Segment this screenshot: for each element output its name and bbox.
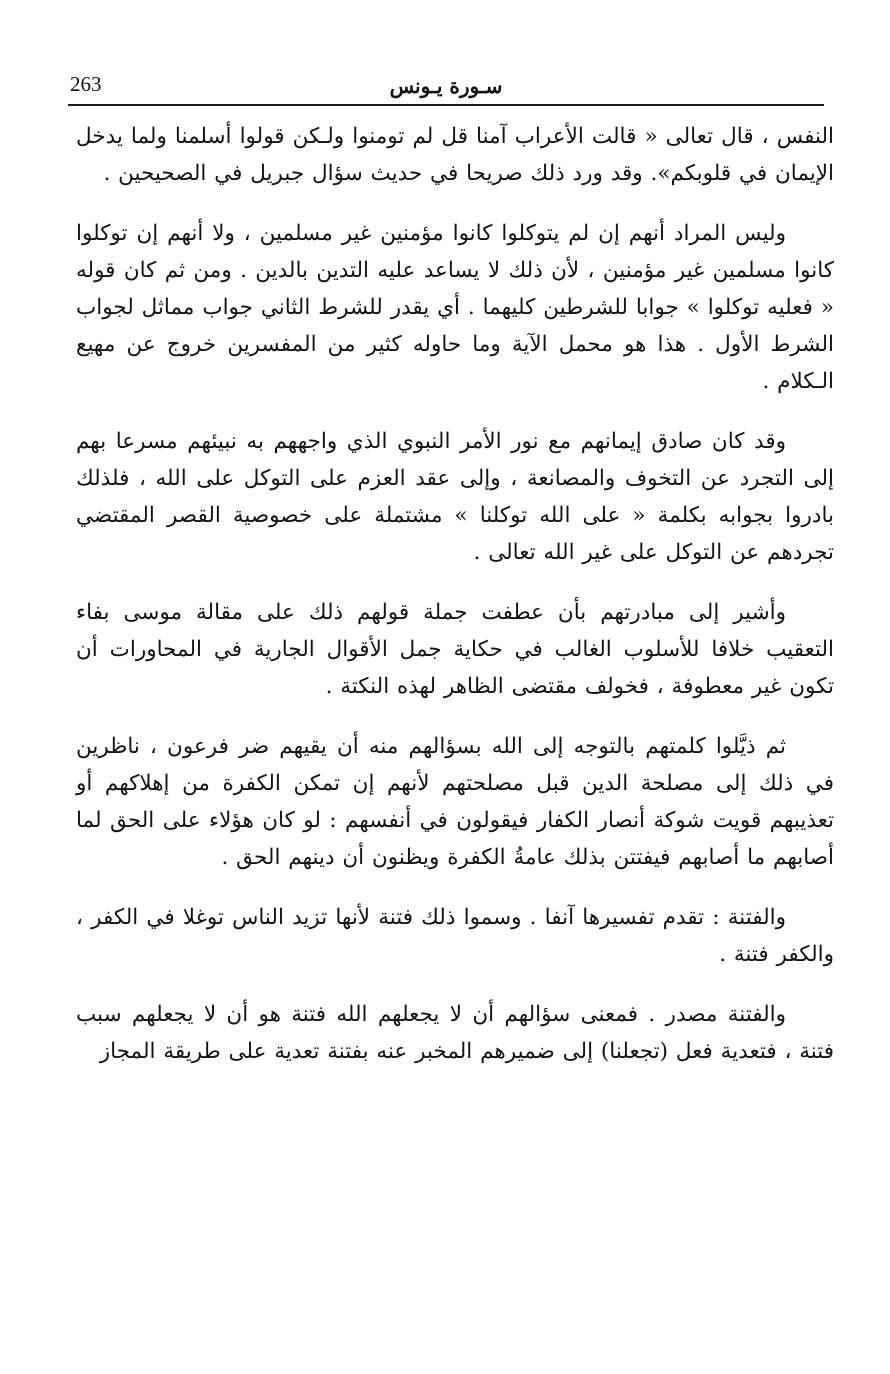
- paragraph: ثم ذيَّلوا كلمتهم بالتوجه إلى الله بسؤالهم منه أن يقيهم ضر فرعون ، ناظرين في ذلك إلى مصلحة الدين قبل مصلحتهم لأنهم إن تمكن الكفرة من إهلاكهم أو تعذيبهم قويت شوكة أنصار الكفار فيقولون في أنفسهم : لو كان هؤلاء على الحق لما أصابهم ما أصابهم فيفتتن بذلك عامةُ الكفرة ويظنون أن دينهم الحق .: [76, 734, 834, 870]
- page-body: [76, 118, 834, 1093]
- paragraph-continuation: النفس ، قال تعالى « قالت الأعراب آمنا قل لم تومنوا ولـكن قولوا أسلمنا ولما يدخل الإيمان في قلوبكم». وقد ورد ذلك صريحا في حديث سؤال جبريل في الصحيحين .: [76, 124, 834, 186]
- paragraph: والفتنة مصدر . فمعنى سؤالهم أن لا يجعلهم الله فتنة هو أن لا يجعلهم سبب فتنة ، فتعدية فعل (تجعلنا) إلى ضميرهم المخبر عنه بفتنة تعدية على طريقة المجاز: [76, 1002, 834, 1064]
- paragraph: وأشير إلى مبادرتهم بأن عطفت جملة قولهم ذلك على مقالة موسى بفاء التعقيب خلافا للأسلوب الغالب في حكاية جمل الأقوال الجارية في المحاورات أن تكون غير معطوفة ، فخولف مقتضى الظاهر لهذه النكتة .: [76, 600, 834, 699]
- paragraph: والفتنة : تقدم تفسيرها آنفا . وسموا ذلك فتنة لأنها تزيد الناس توغلا في الكفر ، والكفر فتنة .: [76, 905, 834, 967]
- paragraph: وليس المراد أنهم إن لم يتوكلوا كانوا مؤمنين غير مسلمين ، ولا أنهم إن توكلوا كانوا مسلمين غير مؤمنين ، لأن ذلك لا يساعد عليه التدين بالدين . ومن ثم كان قوله « فعليه توكلوا » جوابا للشرطين كليهما . أي يقدر للشرط الثاني جواب مماثل لجواب الشرط الأول . هذا هو محمل الآية وما حاوله كثير من المفسرين خروج عن مهيع الـكلام .: [76, 221, 834, 394]
- page-number: 263: [70, 72, 102, 96]
- paragraph: وقد كان صادق إيمانهم مع نور الأمر النبوي الذي واجههم به نبيئهم مسرعا بهم إلى التجرد عن التخوف والمصانعة ، وإلى عقد العزم على التوكل على الله ، فلذلك بادروا بجوابه بكلمة « على الله توكلنا » مشتملة على خصوصية القصر المقتضي تجردهم عن التوكل على غير الله تعالى .: [76, 429, 834, 565]
- page-header: [70, 68, 822, 106]
- surah-title: سـورة يـونس: [389, 74, 503, 98]
- header-divider: [68, 104, 824, 106]
